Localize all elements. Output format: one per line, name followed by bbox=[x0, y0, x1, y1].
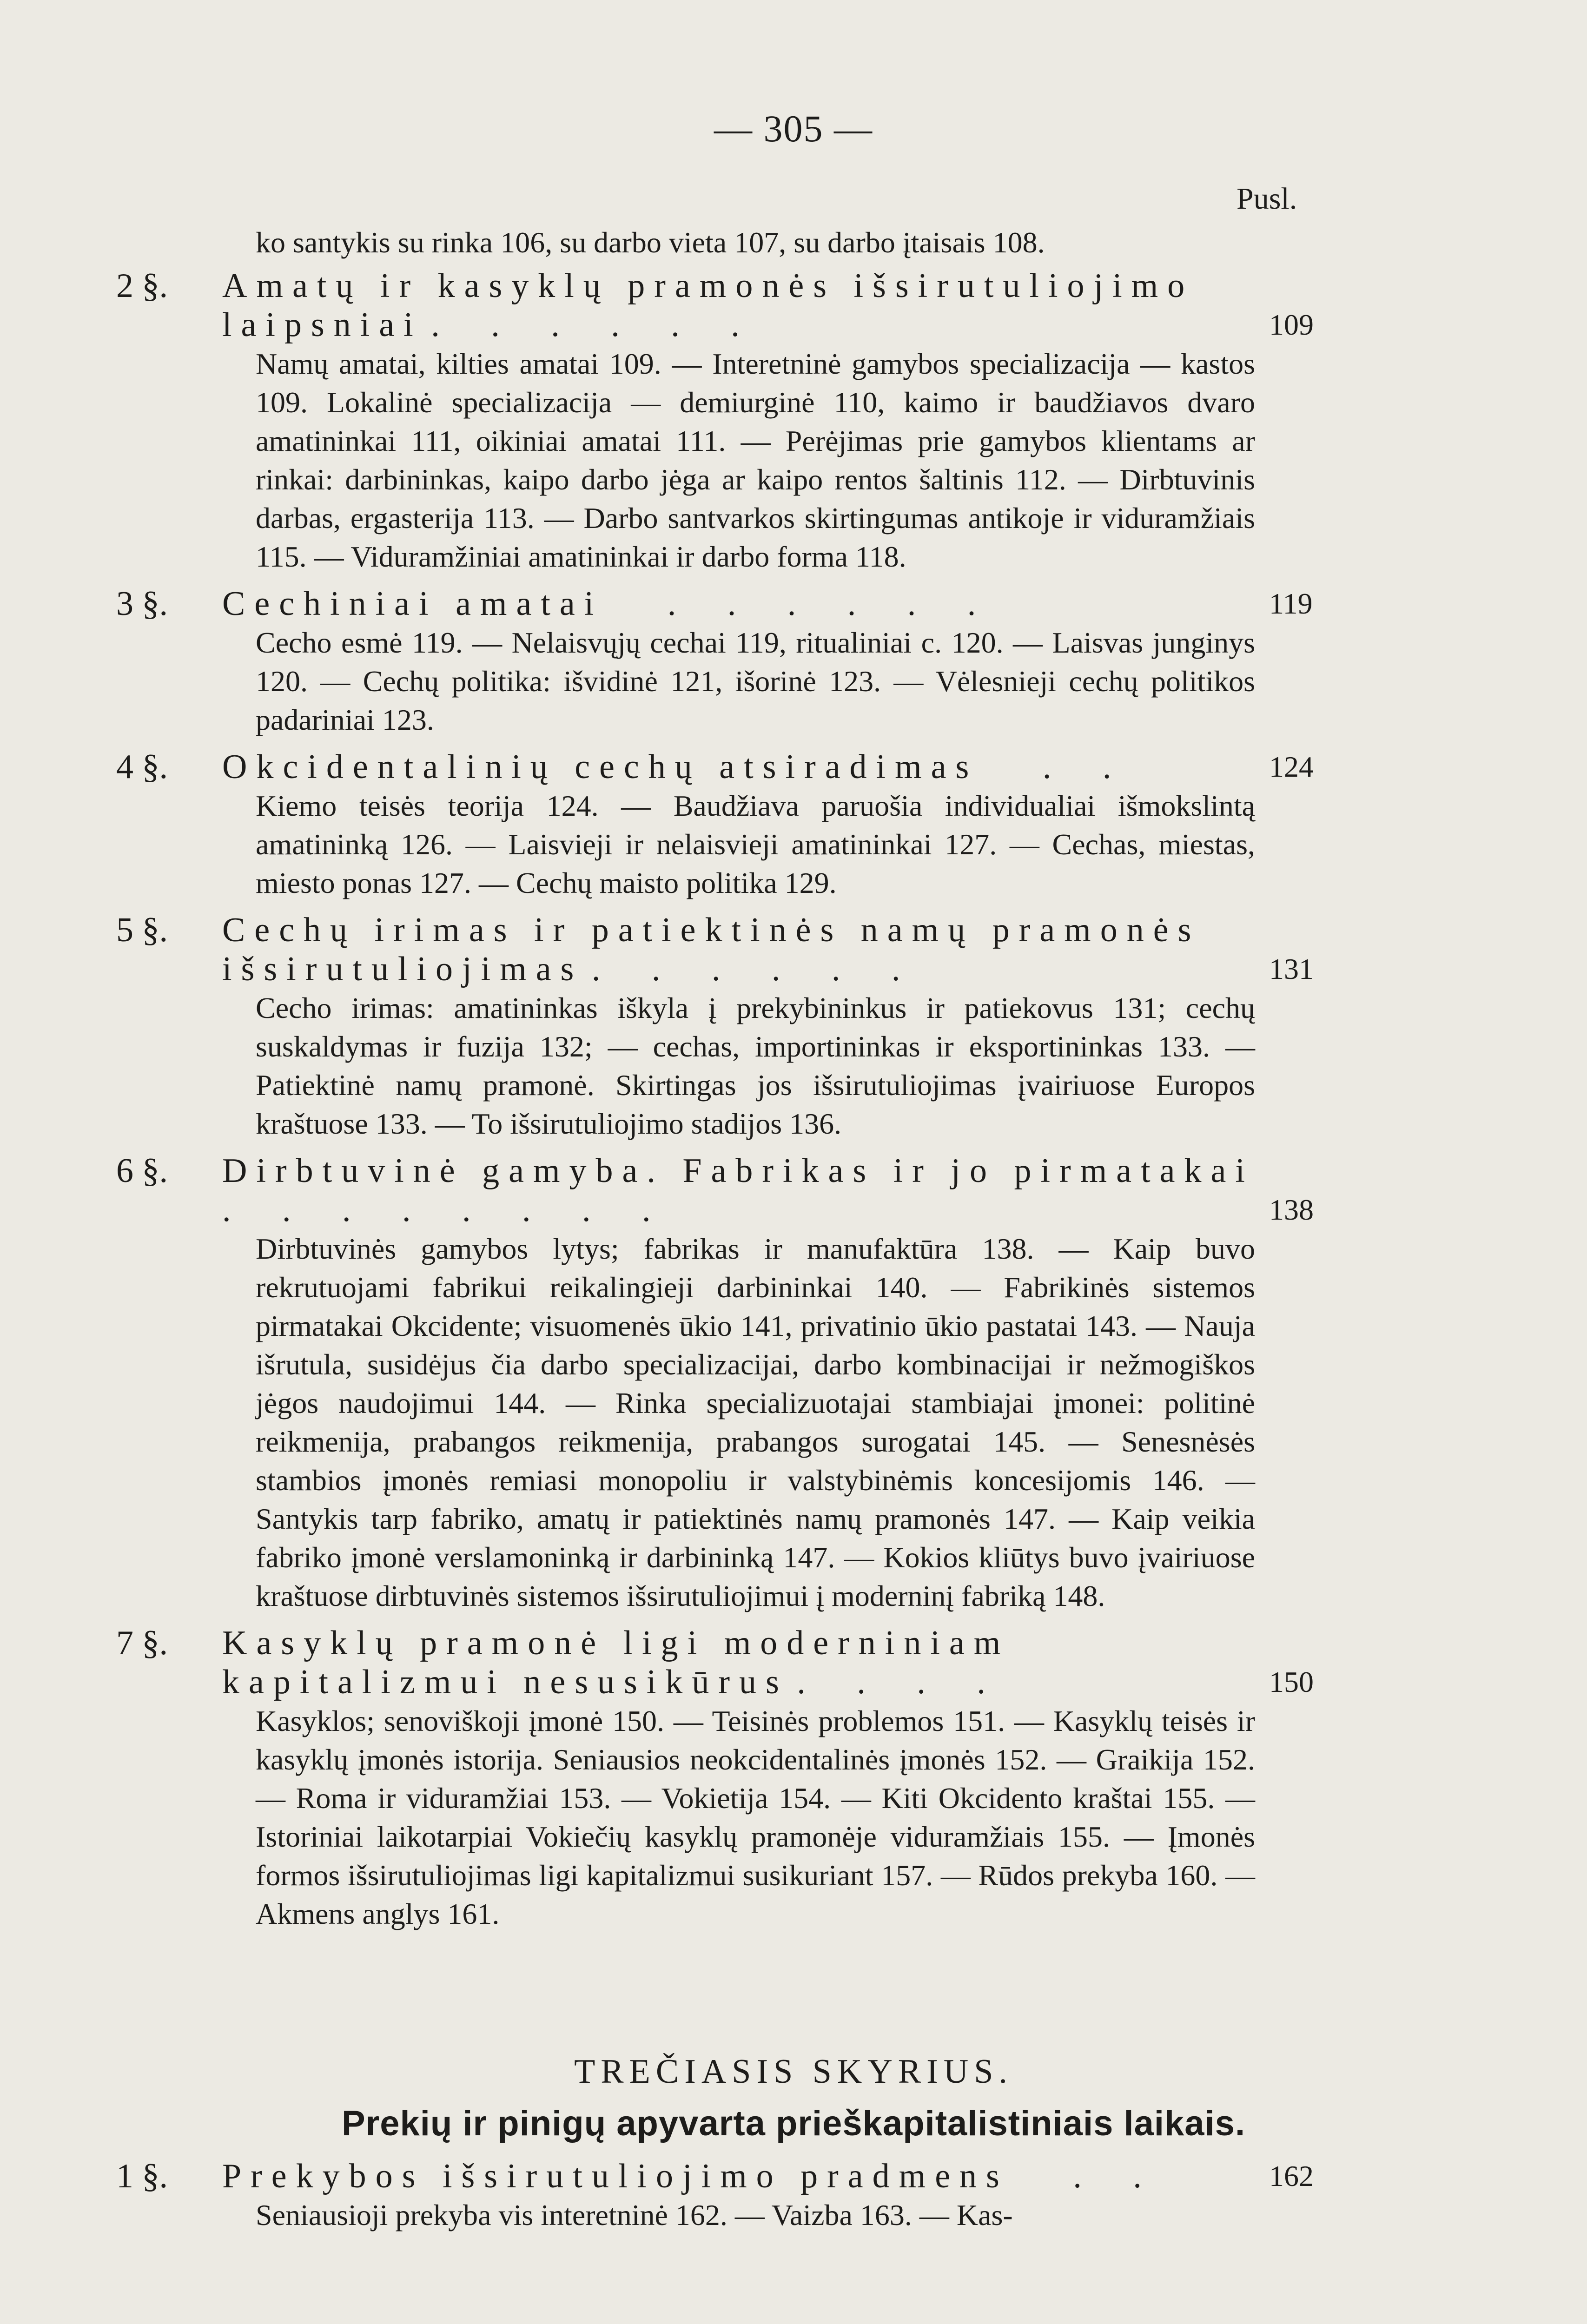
section-page: 131 bbox=[1269, 952, 1314, 985]
page-number: — 305 — bbox=[714, 107, 873, 150]
section-description: Cecho esmė 119. — Nelaisvųjų cechai 119, ritualiniai c. 120. — Laisvas junginys 120. — Cechų politika: išvidinė 121, išorinė 123. — Vėlesnieji cechų politikos padariniai 123. bbox=[256, 626, 1255, 736]
leader-dots: . . . . bbox=[797, 1663, 1007, 1701]
section-number: 4 §. bbox=[116, 748, 168, 786]
toc-entry-7 bbox=[107, 1624, 1314, 1933]
toc-entry-5 bbox=[107, 911, 1314, 1143]
toc-entry-3 bbox=[107, 584, 1313, 739]
toc-entry-4 bbox=[107, 747, 1314, 902]
section-title: Prekybos išsirutuliojimo pradmens bbox=[222, 2157, 1009, 2195]
section-title: Amatų ir kasyklų pramonės išsirutuliojimo laipsniai bbox=[222, 267, 1194, 344]
section-description: Kasyklos; senoviškoji įmonė 150. — Teisinės problemos 151. — Kasyklų teisės ir kasyklų įmonės istorija. Seniausios neokcidentalinės įmonės 152. — Graikija 152. — Roma ir viduramžiai 153. — Vokietija 154. — Kiti Okcidento kraštai 155. — Istoriniai laikotarpiai Vokiečių kasyklų pramonėje viduramžiais 155. — Įmonės formos išsirutuliojimas ligi kapitalizmui susikuriant 157. — Rūdos prekyba 160. — Akmens anglys 161. bbox=[256, 1704, 1255, 1930]
section-title: Okcidentalinių cechų atsiradimas bbox=[222, 748, 979, 786]
chapter-heading: TREČIASIS SKYRIUS. bbox=[574, 2053, 1013, 2091]
section-page: 119 bbox=[1269, 587, 1313, 620]
section-title: Dirbtuvinė gamyba. Fabrikas ir jo pirmatakai bbox=[222, 1152, 1254, 1190]
toc-entry-chapter3-1 bbox=[107, 2157, 1314, 2234]
leader-dots: . . bbox=[1073, 2157, 1163, 2195]
section-page: 150 bbox=[1269, 1665, 1314, 1698]
pusl-column-label: Pusl. bbox=[1237, 182, 1297, 216]
leader-dots: . . . . . . bbox=[591, 950, 922, 988]
section-description: Dirbtuvinės gamybos lytys; fabrikas ir manufaktūra 138. — Kaip buvo rekrutuojami fabrikui reikalingieji darbininkai 140. — Fabrikinės sistemos pirmatakai Okcidente; visuomenės ūkio 141, privatinio ūkio pastatai 143. — Nauja išrutula, susidėjus čia darbo specializacijai, darbo kombinacijai ir nežmogiškos jėgos naudojimui 144. — Rinka specializuotajai stambiajai įmonei: politinė reikmenija, prabangos reikmenija, prabangos surogatai 145. — Senesnėsės stambios įmonės remiasi monopoliu ir valstybinėmis koncesijomis 146. — Santykis tarp fabriko, amatų ir patiektinės namų pramonės 147. — Kaip veikia fabriko įmonė verslamoninką ir darbininką 147. — Kokios kliūtys buvo įvairiuose kraštuose dirbtuvinės sistemos išsirutuliojimui į moderninį fabriką 148. bbox=[256, 1232, 1255, 1612]
section-page: 124 bbox=[1269, 750, 1314, 783]
table-of-contents bbox=[107, 223, 1314, 1941]
section-description: Seniausioji prekyba vis interetninė 162. — Vaizba 163. — Kas- bbox=[256, 2199, 1013, 2232]
section-number: 5 §. bbox=[116, 911, 168, 949]
section-number: 1 §. bbox=[116, 2157, 168, 2195]
chapter-title: Prekių ir pinigų apyvarta prieškapitalistiniais laikais. bbox=[341, 2104, 1246, 2143]
leader-dots: . . . . . . bbox=[431, 306, 761, 344]
leader-dots: . . bbox=[1042, 748, 1133, 786]
section-title: Cechiniai amatai bbox=[222, 585, 603, 623]
section-title: Cechų irimas ir patiektinės namų pramonės išsirutuliojimas bbox=[222, 911, 1201, 988]
section-number: 3 §. bbox=[116, 585, 168, 623]
toc-entry-2 bbox=[107, 266, 1314, 576]
section-description: Kiemo teisės teorija 124. — Baudžiava paruošia individualiai išmokslintą amatininką 126. — Laisvieji ir nelaisvieji amatininkai 127. — Cechas, miestas, miesto ponas 127. — Cechų maisto politika 129. bbox=[256, 789, 1255, 899]
section-title: Kasyklų pramonė ligi moderniniam kapitalizmui nesusikūrus bbox=[222, 1624, 1010, 1701]
leader-dots: . . . . . . bbox=[667, 585, 998, 623]
section-description: Namų amatai, kilties amatai 109. — Interetninė gamybos specializacija — kastos 109. Lokalinė specializacija — demiurginė 110, kaimo ir baudžiavos dvaro amatininkai 111, oikiniai amatai 111. — Perėjimas prie gamybos klientams ar rinkai: darbininkas, kaipo darbo jėga ar kaipo rentos šaltinis 112. — Dirbtuvinis darbas, ergasterija 113. — Darbo santvarkos skirtingumas antikoje ir viduramžiais 115. — Viduramžiniai amatininkai ir darbo forma 118. bbox=[256, 347, 1255, 573]
section-number: 2 §. bbox=[116, 267, 168, 305]
section-page: 109 bbox=[1269, 308, 1314, 341]
section-page: 162 bbox=[1269, 2159, 1314, 2192]
section-number: 6 §. bbox=[116, 1152, 168, 1190]
continued-description: ko santykis su rinka 106, su darbo vieta 107, su darbo įtaisais 108. bbox=[256, 226, 1045, 259]
toc-entry-6 bbox=[107, 1151, 1314, 1615]
section-page: 138 bbox=[1269, 1193, 1314, 1226]
section-description: Cecho irimas: amatininkas iškyla į prekybininkus ir patiekovus 131; cechų suskaldymas ir fuzija 132; — cechas, importininkas ir eksportininkas 133. — Patiektinė namų pramonė. Skirtingas jos išsirutuliojimas įvairiuose Europos kraštuose 133. — To išsirutuliojimo stadijos 136. bbox=[256, 991, 1255, 1140]
leader-dots: . . . . . . . . bbox=[222, 1191, 672, 1229]
section-number: 7 §. bbox=[116, 1624, 168, 1662]
